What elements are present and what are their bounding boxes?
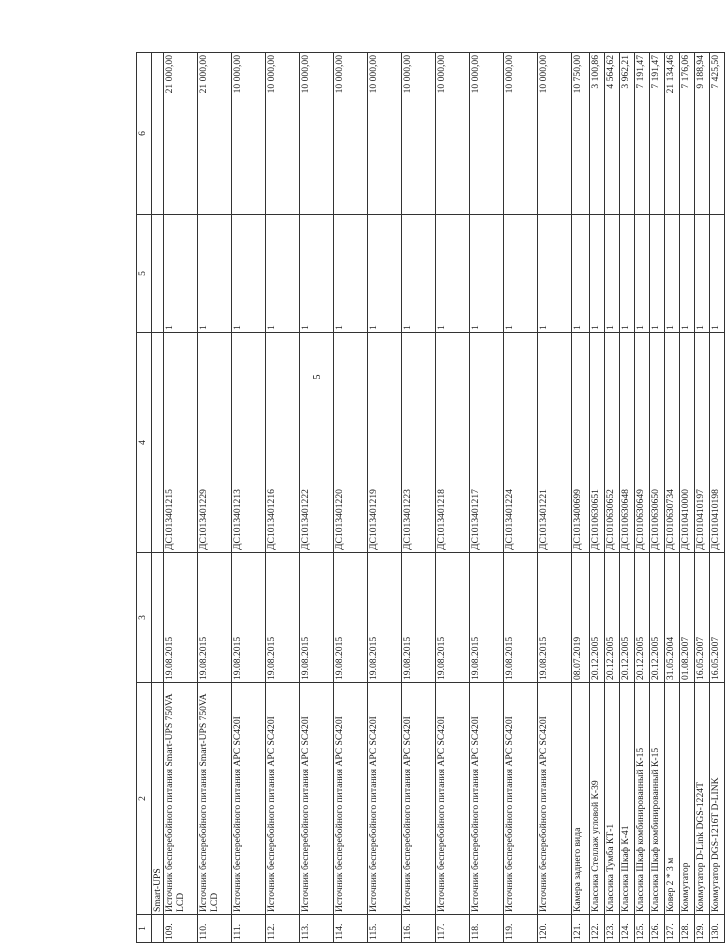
inventory-code: ДС1010410197 bbox=[695, 333, 710, 553]
row-number: 129. bbox=[695, 915, 710, 943]
row-number: 111. bbox=[232, 915, 266, 943]
quantity: 1 bbox=[266, 215, 300, 333]
table-row bbox=[605, 53, 620, 943]
quantity: 1 bbox=[470, 215, 504, 333]
inventory-code: ДС1013401223 bbox=[402, 333, 436, 553]
continuation-text: Smart-UPS bbox=[152, 683, 164, 915]
acquisition-date: 20.12.2005 bbox=[620, 553, 635, 683]
item-name: Классика Шкаф К-41 bbox=[620, 683, 635, 915]
table-row bbox=[635, 53, 650, 943]
item-name: Коммутатор DGS-1216T D-LINK bbox=[710, 683, 725, 915]
table-row bbox=[402, 53, 436, 943]
quantity: 1 bbox=[695, 215, 710, 333]
row-number: 113. bbox=[300, 915, 334, 943]
header-col-1: 1 bbox=[137, 915, 152, 943]
header-col-3: 3 bbox=[137, 553, 152, 683]
row-number: 126. bbox=[650, 915, 665, 943]
inventory-code: ДС1013401220 bbox=[334, 333, 368, 553]
row-number: 125. bbox=[635, 915, 650, 943]
row-number: 128. bbox=[680, 915, 695, 943]
book-value: 10 000,00 bbox=[538, 53, 572, 215]
inventory-code: ДС1013401221 bbox=[538, 333, 572, 553]
acquisition-date: 19.08.2015 bbox=[334, 553, 368, 683]
book-value: 7 191,47 bbox=[635, 53, 650, 215]
header-col-5: 5 bbox=[137, 215, 152, 333]
item-name: Источник бесперебойного питания APC SC420I bbox=[266, 683, 300, 915]
row-number: 121. bbox=[572, 915, 590, 943]
acquisition-date: 19.08.2015 bbox=[538, 553, 572, 683]
quantity: 1 bbox=[368, 215, 402, 333]
inventory-code: ДС1013401217 bbox=[470, 333, 504, 553]
quantity: 1 bbox=[334, 215, 368, 333]
book-value: 10 000,00 bbox=[368, 53, 402, 215]
table-row bbox=[368, 53, 402, 943]
quantity: 1 bbox=[300, 215, 334, 333]
book-value: 21 000,00 bbox=[164, 53, 198, 215]
inventory-code: ДС1010630734 bbox=[665, 333, 680, 553]
inventory-code: ДС1013401218 bbox=[436, 333, 470, 553]
table-row bbox=[710, 53, 725, 943]
quantity: 1 bbox=[572, 215, 590, 333]
item-name: Источник бесперебойного питания APC SC420I bbox=[538, 683, 572, 915]
acquisition-date: 19.08.2015 bbox=[266, 553, 300, 683]
acquisition-date: 19.08.2015 bbox=[300, 553, 334, 683]
table-row bbox=[198, 53, 232, 943]
item-name: Источник бесперебойного питания APC SC420I bbox=[402, 683, 436, 915]
book-value: 10 000,00 bbox=[334, 53, 368, 215]
item-name: Источник бесперебойного питания Smart-UPS 750VA LCD bbox=[164, 683, 198, 915]
row-number: 127. bbox=[665, 915, 680, 943]
item-name: Классика Шкаф комбинированный К-15 bbox=[650, 683, 665, 915]
quantity: 1 bbox=[650, 215, 665, 333]
row-number: 118. bbox=[470, 915, 504, 943]
inventory-code: ДС1013401213 bbox=[232, 333, 266, 553]
row-number: 109. bbox=[164, 915, 198, 943]
item-name: Классика Стеллаж угловой К-39 bbox=[590, 683, 605, 915]
row-number: 130. bbox=[710, 915, 725, 943]
quantity: 1 bbox=[680, 215, 695, 333]
book-value: 21 000,00 bbox=[198, 53, 232, 215]
book-value: 10 000,00 bbox=[436, 53, 470, 215]
table-row bbox=[572, 53, 590, 943]
inventory-code: ДС1010630650 bbox=[650, 333, 665, 553]
acquisition-date: 19.08.2015 bbox=[436, 553, 470, 683]
inventory-code: ДС1013401224 bbox=[504, 333, 538, 553]
acquisition-date: 19.08.2015 bbox=[198, 553, 232, 683]
book-value: 10 000,00 bbox=[470, 53, 504, 215]
table-row bbox=[590, 53, 605, 943]
item-name: Источник бесперебойного питания APC SC420I bbox=[368, 683, 402, 915]
table-row bbox=[504, 53, 538, 943]
table-row bbox=[650, 53, 665, 943]
header-col-2: 2 bbox=[137, 683, 152, 915]
item-name: Ковер 2 * 3 м bbox=[665, 683, 680, 915]
table-row bbox=[164, 53, 198, 943]
row-number: 117. bbox=[436, 915, 470, 943]
book-value: 9 188,94 bbox=[695, 53, 710, 215]
table-row bbox=[620, 53, 635, 943]
item-name: Классика Шкаф комбинированный К-15 bbox=[635, 683, 650, 915]
table-row bbox=[266, 53, 300, 943]
table-row bbox=[436, 53, 470, 943]
acquisition-date: 19.08.2015 bbox=[368, 553, 402, 683]
item-name: Источник бесперебойного питания APC SC420I bbox=[436, 683, 470, 915]
quantity: 1 bbox=[198, 215, 232, 333]
book-value: 21 134,46 bbox=[665, 53, 680, 215]
inventory-code: ДС1010630652 bbox=[605, 333, 620, 553]
row-number: 122. bbox=[590, 915, 605, 943]
item-name: Камера заднего вида bbox=[572, 683, 590, 915]
inventory-code: ДС1013400699 bbox=[572, 333, 590, 553]
quantity: 1 bbox=[620, 215, 635, 333]
quantity: 1 bbox=[402, 215, 436, 333]
book-value: 10 000,00 bbox=[402, 53, 436, 215]
acquisition-date: 19.08.2015 bbox=[402, 553, 436, 683]
row-number: 115. bbox=[368, 915, 402, 943]
acquisition-date: 20.12.2005 bbox=[590, 553, 605, 683]
table-row bbox=[665, 53, 680, 943]
acquisition-date: 20.12.2005 bbox=[635, 553, 650, 683]
table-row bbox=[300, 53, 334, 943]
acquisition-date: 20.12.2005 bbox=[650, 553, 665, 683]
page-number: 5 bbox=[312, 374, 323, 380]
row-number: 110. bbox=[198, 915, 232, 943]
quantity: 1 bbox=[232, 215, 266, 333]
inventory-code: ДС1013401229 bbox=[198, 333, 232, 553]
acquisition-date: 16.05.2007 bbox=[710, 553, 725, 683]
book-value: 7 425,50 bbox=[710, 53, 725, 215]
row-number: 119. bbox=[504, 915, 538, 943]
inventory-code: ДС1013401216 bbox=[266, 333, 300, 553]
inventory-code: ДС1010630649 bbox=[635, 333, 650, 553]
inventory-code: ДС1010630648 bbox=[620, 333, 635, 553]
asset-table-sheet bbox=[136, 53, 722, 943]
row-number: 116. bbox=[402, 915, 436, 943]
acquisition-date: 19.08.2015 bbox=[470, 553, 504, 683]
book-value: 10 000,00 bbox=[300, 53, 334, 215]
inventory-code: ДС1010630651 bbox=[590, 333, 605, 553]
header-col-6: 6 bbox=[137, 53, 152, 215]
item-name: Коммутатор bbox=[680, 683, 695, 915]
inventory-code: ДС1010410000 bbox=[680, 333, 695, 553]
acquisition-date: 19.08.2015 bbox=[232, 553, 266, 683]
book-value: 4 564,62 bbox=[605, 53, 620, 215]
table-row bbox=[232, 53, 266, 943]
table-row bbox=[538, 53, 572, 943]
acquisition-date: 01.08.2007 bbox=[680, 553, 695, 683]
item-name: Коммутатор D-Link DGS-1224T bbox=[695, 683, 710, 915]
item-name: Источник бесперебойного питания APC SC420I bbox=[334, 683, 368, 915]
book-value: 10 000,00 bbox=[232, 53, 266, 215]
header-row bbox=[137, 53, 152, 943]
quantity: 1 bbox=[590, 215, 605, 333]
inventory-code: ДС1013401222 bbox=[300, 333, 334, 553]
table-row bbox=[470, 53, 504, 943]
quantity: 1 bbox=[665, 215, 680, 333]
row-number: 123. bbox=[605, 915, 620, 943]
quantity: 1 bbox=[710, 215, 725, 333]
item-name: Источник бесперебойного питания Smart-UPS 750VA LCD bbox=[198, 683, 232, 915]
book-value: 7 191,47 bbox=[650, 53, 665, 215]
asset-table bbox=[136, 52, 725, 943]
book-value: 10 000,00 bbox=[504, 53, 538, 215]
item-name: Источник бесперебойного питания APC SC420I bbox=[470, 683, 504, 915]
item-name: Источник бесперебойного питания APC SC420I bbox=[300, 683, 334, 915]
acquisition-date: 19.08.2015 bbox=[164, 553, 198, 683]
item-name: Источник бесперебойного питания APC SC420I bbox=[232, 683, 266, 915]
table-row bbox=[680, 53, 695, 943]
book-value: 7 176,06 bbox=[680, 53, 695, 215]
book-value: 10 750,00 bbox=[572, 53, 590, 215]
item-name: Классика Тумба КТ-1 bbox=[605, 683, 620, 915]
inventory-code: ДС1010410198 bbox=[710, 333, 725, 553]
acquisition-date: 08.07.2019 bbox=[572, 553, 590, 683]
book-value: 10 000,00 bbox=[266, 53, 300, 215]
inventory-code: ДС1013401219 bbox=[368, 333, 402, 553]
row-number: 124. bbox=[620, 915, 635, 943]
quantity: 1 bbox=[635, 215, 650, 333]
table-row bbox=[695, 53, 710, 943]
inventory-code: ДС1013401215 bbox=[164, 333, 198, 553]
quantity: 1 bbox=[605, 215, 620, 333]
acquisition-date: 16.05.2007 bbox=[695, 553, 710, 683]
header-col-4: 4 bbox=[137, 333, 152, 553]
acquisition-date: 19.08.2015 bbox=[504, 553, 538, 683]
book-value: 3 962,21 bbox=[620, 53, 635, 215]
row-number: 114. bbox=[334, 915, 368, 943]
quantity: 1 bbox=[164, 215, 198, 333]
table-row bbox=[334, 53, 368, 943]
acquisition-date: 31.05.2004 bbox=[665, 553, 680, 683]
quantity: 1 bbox=[504, 215, 538, 333]
item-name: Источник бесперебойного питания APC SC420I bbox=[504, 683, 538, 915]
quantity: 1 bbox=[436, 215, 470, 333]
row-number: 112. bbox=[266, 915, 300, 943]
acquisition-date: 20.12.2005 bbox=[605, 553, 620, 683]
quantity: 1 bbox=[538, 215, 572, 333]
row-number: 120. bbox=[538, 915, 572, 943]
book-value: 3 100,86 bbox=[590, 53, 605, 215]
continuation-row bbox=[152, 53, 164, 943]
